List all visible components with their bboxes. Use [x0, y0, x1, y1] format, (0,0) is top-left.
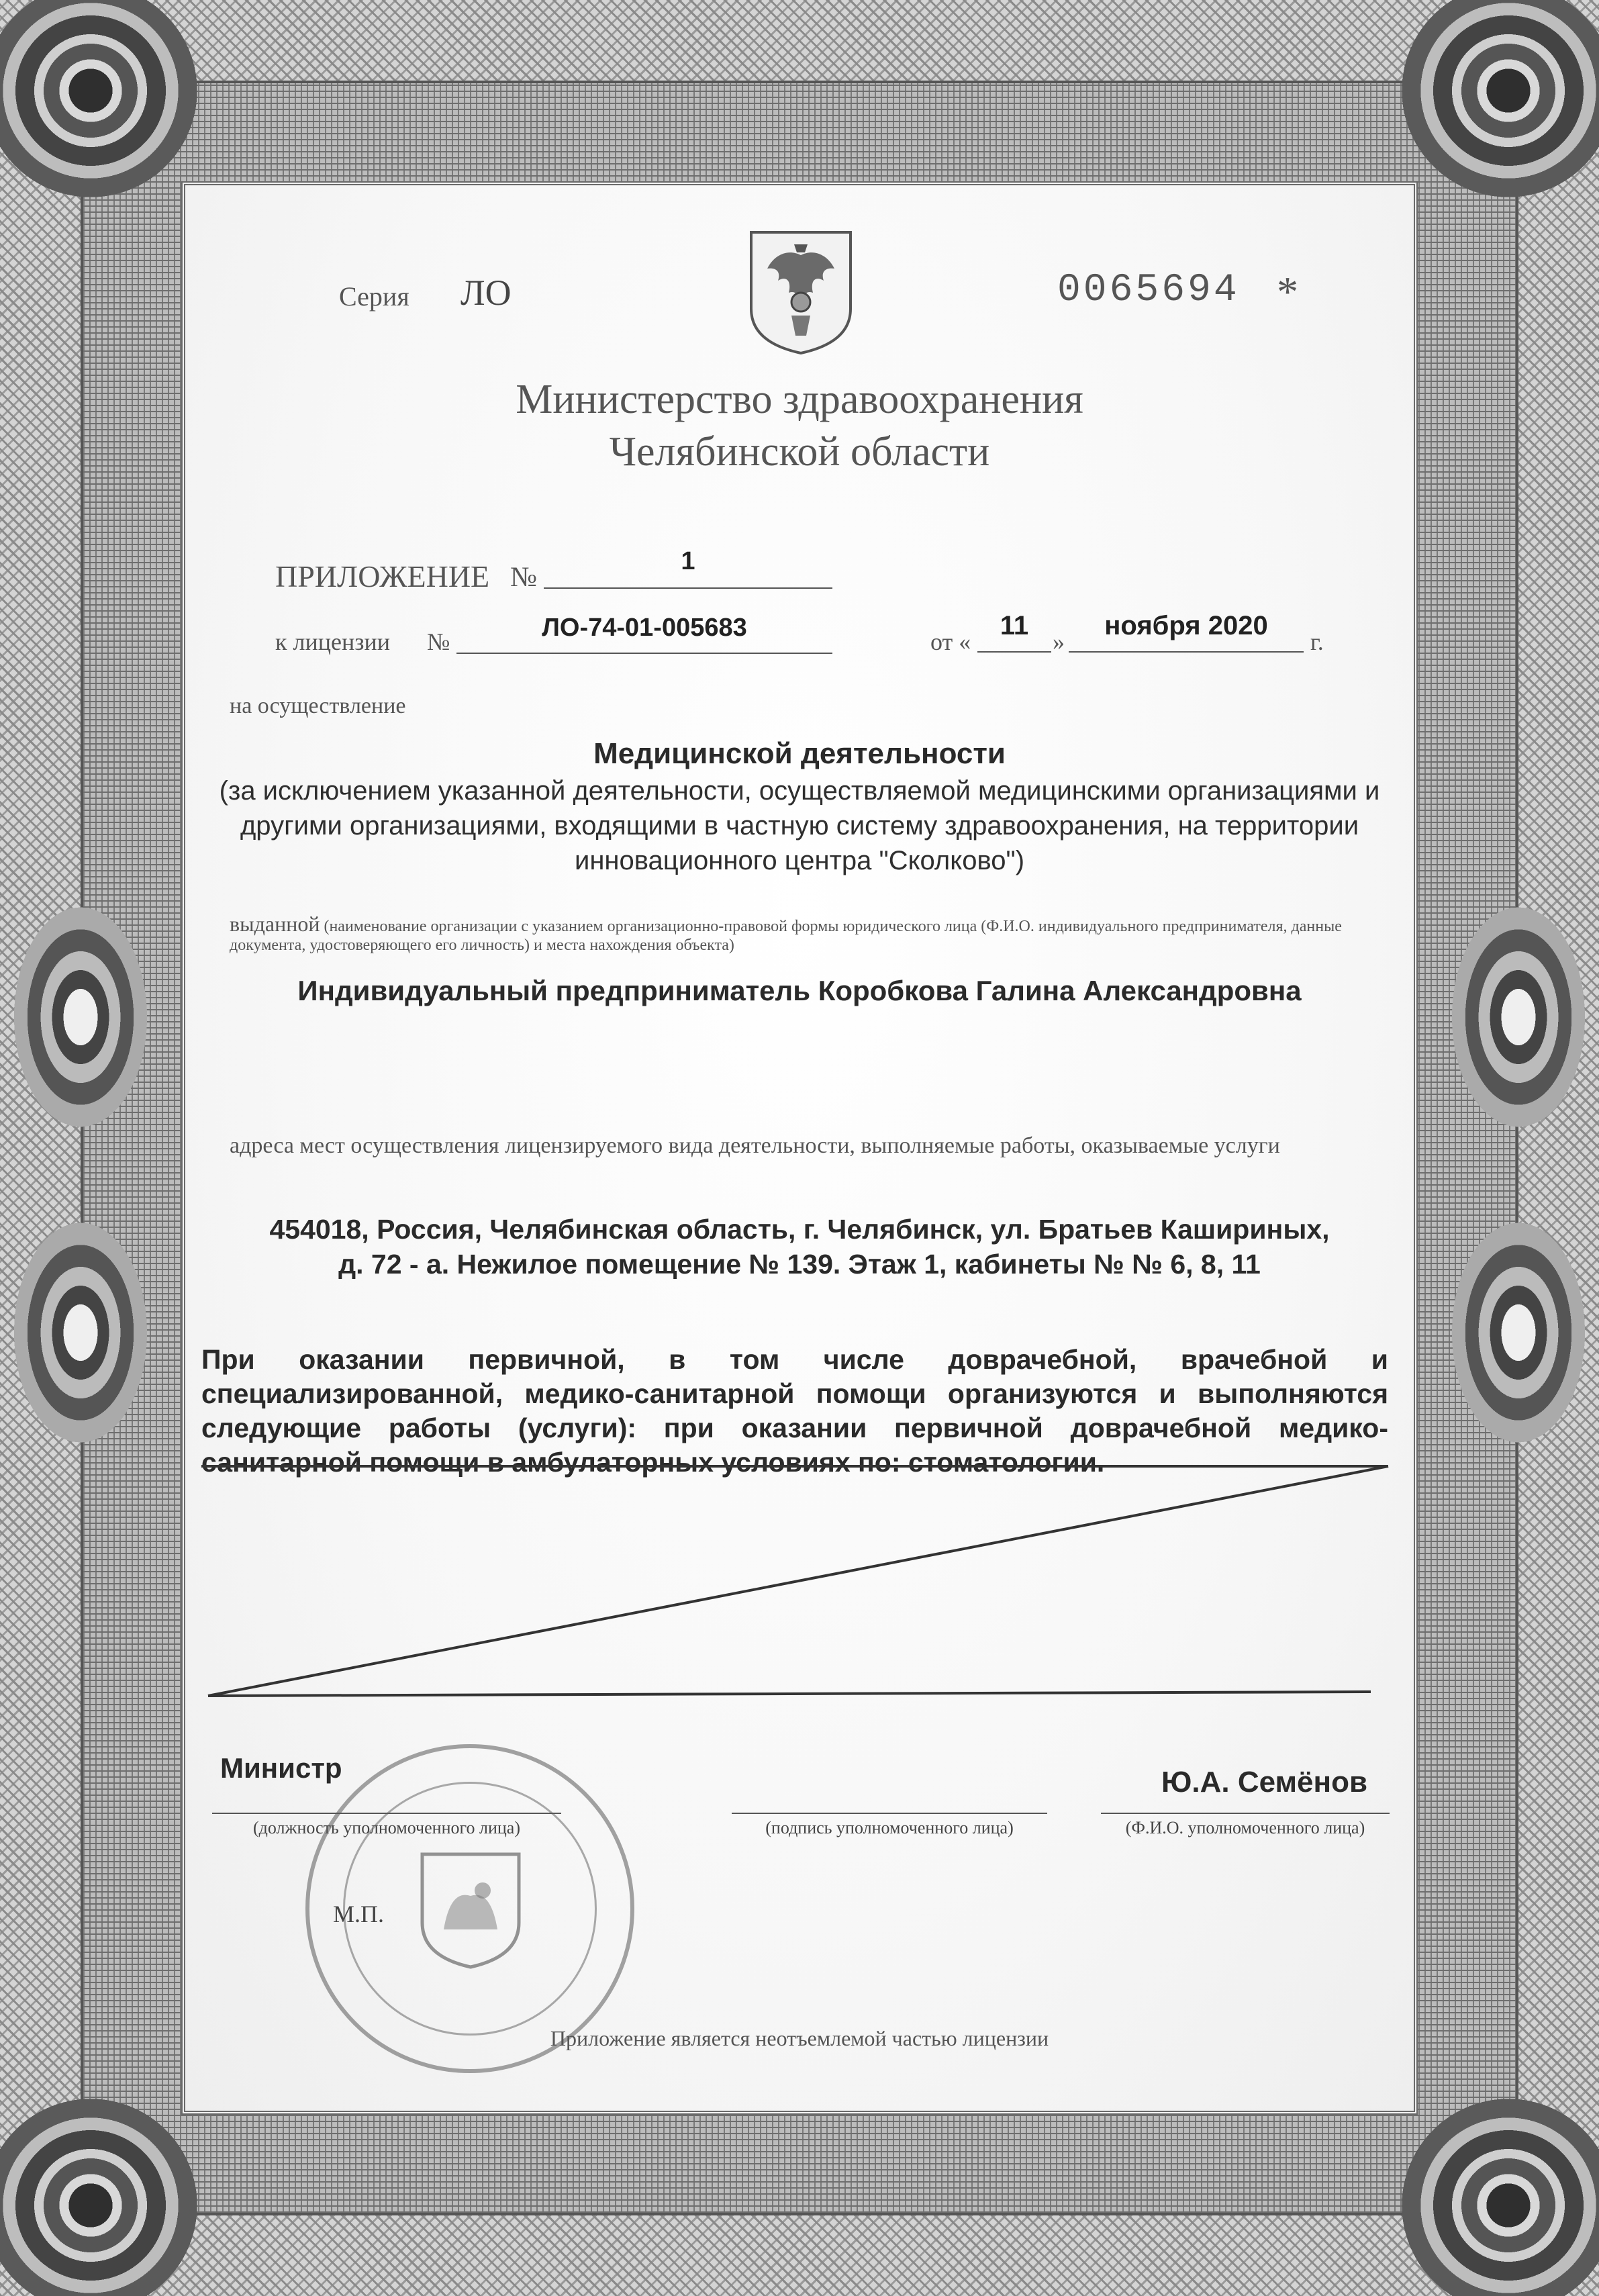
appendix-number-sign: №	[510, 562, 538, 593]
activity-intro-label: на осуществление	[230, 693, 406, 718]
signer-position: Министр	[220, 1752, 342, 1784]
date-mid-quote: »	[1053, 628, 1065, 655]
side-medallion-right-2	[1451, 1222, 1586, 1443]
series-value: ЛО	[461, 273, 512, 313]
license-number: ЛО-74-01-005683	[456, 614, 832, 654]
date-suffix: г.	[1310, 628, 1324, 655]
name-underline	[1101, 1813, 1390, 1814]
side-medallion-left-1	[13, 906, 148, 1128]
signature-underline	[732, 1813, 1047, 1814]
star-mark: *	[1277, 268, 1298, 316]
appendix-label: ПРИЛОЖЕНИЕ	[275, 559, 490, 593]
regional-coat-of-arms-icon	[417, 1849, 524, 1970]
services-text: При оказании первичной, в том числе доврачебной, врачебной и специализированной, медико-санитарной помощи организуются и выполняются следующие работы (услуги): при оказании первичной доврачебной медико-санитарной помощи в амбулаторных условиях по: стоматологии.	[201, 1344, 1388, 1478]
position-hint: (должность уполномоченного лица)	[252, 1818, 520, 1837]
addresses-label: адреса мест осуществления лицензируемого вида деятельности, выполняемые работы, оказываемые услуги	[230, 1133, 1280, 1158]
double-headed-eagle-icon	[747, 228, 855, 356]
signature-hint: (подпись уполномоченного лица)	[765, 1818, 1014, 1837]
unused-space-cancel-lines	[201, 1464, 1396, 1705]
activity-title: Медицинской деятельности	[593, 737, 1006, 770]
date-month-year: ноября 2020	[1069, 611, 1304, 653]
issued-hint: (наименование организации с указанием организационно-правовой формы юридического лица (Ф.И.О. индивидуального предпринимателя, данные документа, удостоверяющего его личность) и места нахождения объекта)	[230, 918, 1342, 954]
license-label: к лицензии	[275, 628, 390, 655]
date-from-label: от «	[930, 628, 971, 655]
address-line-1: 454018, Россия, Челябинская область, г. Челябинск, ул. Братьев Кашириных,	[269, 1214, 1330, 1245]
signer-name: Ю.А. Семёнов	[1161, 1766, 1368, 1799]
stamp-place-label: М.П.	[333, 1901, 385, 1927]
address-line-2: д. 72 - а. Нежилое помещение № 139. Этаж 1, кабинеты № № 6, 8, 11	[338, 1249, 1261, 1280]
issued-label-word: выданной	[230, 912, 320, 936]
side-medallion-left-2	[13, 1222, 148, 1443]
license-form-number: 0065694	[1057, 269, 1240, 312]
coat-of-arms-emblem	[747, 228, 855, 356]
date-day: 11	[977, 611, 1051, 653]
series-label: Серия	[339, 281, 409, 312]
license-number-sign: №	[427, 628, 450, 655]
side-medallion-right-1	[1451, 906, 1586, 1128]
authority-line-1: Министерство здравоохранения	[516, 377, 1083, 422]
footer-note: Приложение является неотъемлемой частью лицензии	[550, 2026, 1049, 2050]
name-hint: (Ф.И.О. уполномоченного лица)	[1125, 1818, 1365, 1837]
issued-label	[230, 914, 1398, 955]
license-holder-name: Индивидуальный предприниматель Коробкова Галина Александровна	[297, 975, 1302, 1006]
appendix-number: 1	[544, 547, 832, 589]
activity-description: (за исключением указанной деятельности, осуществляемой медицинскими организациями и другими организациями, входящими в частную систему здравоохранения, на территории инновационного центра "Сколково")	[219, 776, 1380, 875]
authority-line-2: Челябинской области	[609, 429, 990, 475]
